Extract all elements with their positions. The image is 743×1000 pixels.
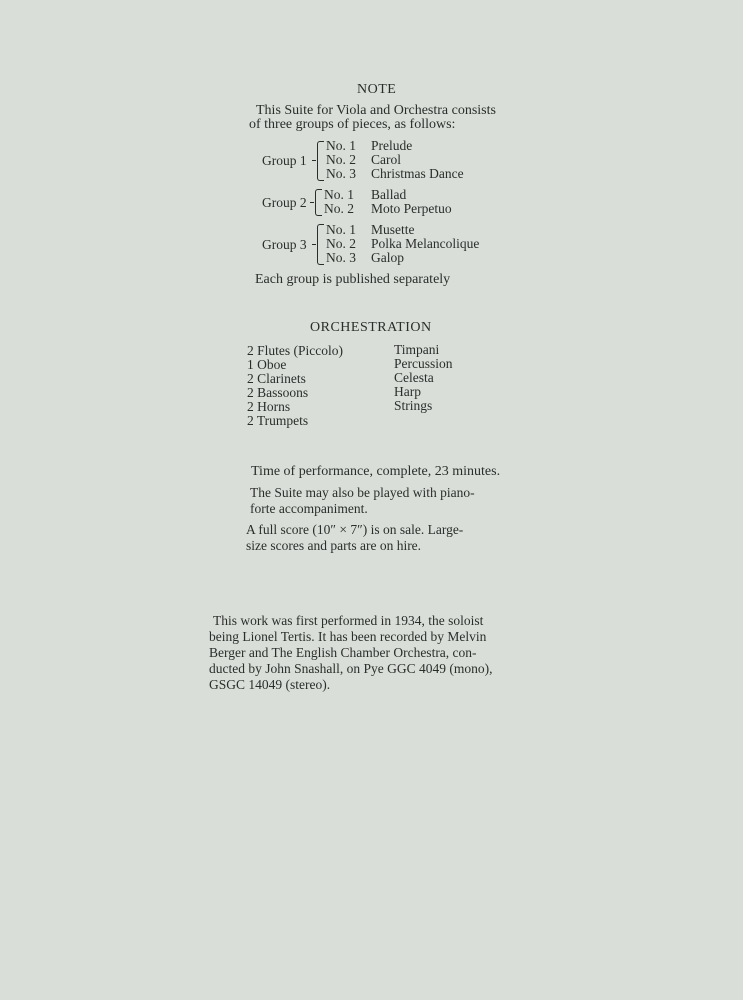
brace-tip-icon (312, 160, 316, 161)
item-number: No. 2 (326, 236, 356, 251)
item-number: No. 1 (324, 187, 354, 202)
item-number: No. 1 (326, 222, 356, 237)
item-title: Christmas Dance (371, 166, 464, 181)
item-number: No. 3 (326, 166, 356, 181)
brace-icon (315, 189, 322, 216)
note-heading: NOTE (357, 82, 397, 97)
score-note (246, 522, 463, 554)
piano-note-line-1: The Suite may also be played with piano- (250, 485, 475, 500)
score-note-line-1: A full score (10″ × 7″) is on sale. Large- (246, 522, 464, 537)
brace-icon (317, 224, 324, 265)
item-title: Carol (371, 152, 401, 167)
item-title: Moto Perpetuo (371, 201, 452, 216)
brace-tip-icon (310, 202, 314, 203)
orchestration-heading: ORCHESTRATION (310, 320, 432, 335)
instrument: 2 Clarinets (247, 371, 306, 386)
premiere-line-5: GSGC 14049 (stereo). (209, 677, 331, 692)
intro-line-1: This Suite for Viola and Orchestra consists (256, 103, 496, 118)
intro-line-2: of three groups of pieces, as follows: (249, 117, 456, 132)
published-note: Each group is published separately (255, 272, 451, 287)
instrument: Timpani (394, 342, 440, 357)
premiere-paragraph (209, 613, 492, 693)
item-title: Galop (371, 250, 404, 265)
brace-icon (317, 141, 324, 181)
performance-time: Time of performance, complete, 23 minutes. (251, 464, 501, 479)
item-title: Ballad (371, 187, 407, 202)
instrument: Strings (394, 398, 433, 413)
piano-note-line-2: forte accompaniment. (250, 501, 368, 516)
instrument: Harp (394, 384, 421, 399)
instrument: Celesta (394, 370, 434, 385)
premiere-line-3: Berger and The English Chamber Orchestra, con- (209, 645, 477, 660)
item-number: No. 3 (326, 250, 356, 265)
instrument: Percussion (394, 356, 453, 371)
item-title: Prelude (371, 138, 413, 153)
premiere-line-4: ducted by John Snashall, on Pye GGC 4049 (mono), (209, 661, 493, 676)
premiere-line-1: This work was first performed in 1934, the soloist (213, 613, 484, 628)
group-label: Group 2 (262, 195, 307, 210)
instrument: 2 Bassoons (247, 385, 309, 400)
instrument: 2 Flutes (Piccolo) (247, 343, 343, 358)
score-note-line-2: size scores and parts are on hire. (246, 538, 422, 553)
group-label: Group 1 (262, 153, 307, 168)
brace-tip-icon (312, 244, 316, 245)
group-label: Group 3 (262, 237, 307, 252)
instrument: 1 Oboe (247, 357, 287, 372)
instrument: 2 Trumpets (247, 413, 309, 428)
item-title: Musette (371, 222, 415, 237)
item-number: No. 1 (326, 138, 356, 153)
instrument: 2 Horns (247, 399, 291, 414)
item-number: No. 2 (324, 201, 354, 216)
premiere-line-2: being Lionel Tertis. It has been recorded by Melvin (209, 629, 487, 644)
item-number: No. 2 (326, 152, 356, 167)
piano-note (250, 485, 475, 517)
item-title: Polka Melancolique (371, 236, 480, 251)
